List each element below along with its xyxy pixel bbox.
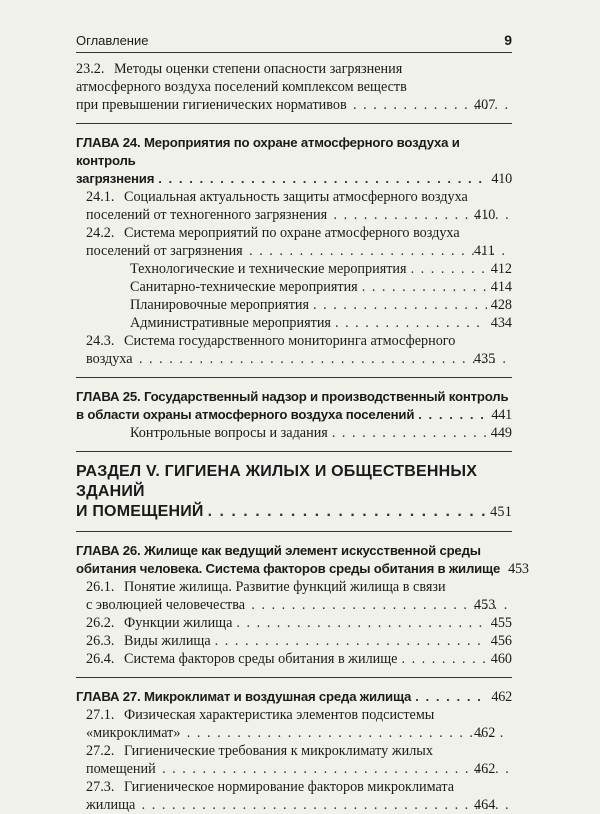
entry-page: 455 bbox=[490, 615, 512, 631]
toc-entry-27-2[interactable]: 27.2. Гигиенические требования к микроклимату жилых помещений . . . 462 bbox=[86, 742, 512, 778]
entry-page: 460 bbox=[490, 651, 512, 667]
chapter-title: в области охраны атмосферного воздуха поселений bbox=[76, 407, 415, 422]
entry-line: Гигиеническое нормирование факторов микроклимата bbox=[124, 779, 455, 795]
entry-line: атмосферного воздуха поселений комплексом веществ bbox=[76, 79, 407, 95]
entry-line: Гигиенические требования к микроклимату жилых bbox=[124, 743, 433, 759]
divider bbox=[76, 451, 512, 452]
toc-entry-23-2[interactable]: 23.2. Методы оценки степени опасности загрязнения атмосферного воздуха поселений комплексом веществ при превышении гигиенических нормативов . . . 407 bbox=[76, 60, 512, 114]
entry-page: 451 bbox=[490, 504, 512, 520]
toc-subentry[interactable] bbox=[86, 296, 512, 314]
entry-number: 26.4. bbox=[86, 651, 115, 667]
entry-line: с эволюцией человечества bbox=[86, 597, 245, 613]
chapter-title: ГЛАВА 26. Жилище как ведущий элемент искусственной среды bbox=[76, 543, 481, 558]
page-number: 9 bbox=[504, 32, 512, 48]
entry-line: Физическая характеристика элементов подсистемы bbox=[124, 707, 435, 723]
running-header bbox=[76, 30, 512, 53]
toc-chapter-27[interactable] bbox=[76, 688, 512, 706]
entry-line: при превышении гигиенических нормативов bbox=[76, 97, 347, 113]
entry-number: 27.3. bbox=[86, 779, 115, 795]
toc-subentry[interactable] bbox=[86, 314, 512, 332]
divider bbox=[76, 531, 512, 532]
chapter-title: ГЛАВА 25. Государственный надзор и производственный контроль bbox=[76, 389, 509, 404]
entry-line: Санитарно-технические мероприятия bbox=[130, 279, 358, 295]
entry-line: жилища bbox=[86, 797, 136, 813]
entry-line: Социальная актуальность защиты атмосферного воздуха bbox=[124, 189, 468, 205]
entry-line: «микроклимат» bbox=[86, 725, 181, 741]
entry-number: 27.1. bbox=[86, 707, 115, 723]
chapter-title: ГЛАВА 24. Мероприятия по охране атмосферного воздуха и контроль bbox=[76, 135, 460, 168]
entry-line: Система факторов среды обитания в жилище bbox=[124, 651, 398, 667]
toc-entry-27-3[interactable]: 27.3. Гигиеническое нормирование факторов микроклимата жилища . . . 464 bbox=[86, 778, 512, 814]
entry-page: 412 bbox=[490, 261, 512, 277]
entry-line: Виды жилища bbox=[124, 633, 211, 649]
entry-line: Административные мероприятия bbox=[130, 315, 331, 331]
divider bbox=[76, 377, 512, 378]
entry-line: Планировочные мероприятия bbox=[130, 297, 310, 313]
entry-number: 27.2. bbox=[86, 743, 115, 759]
entry-number: 24.3. bbox=[86, 333, 115, 349]
entry-page: 441 bbox=[491, 407, 512, 423]
toc-entry-24-1[interactable]: 24.1. Социальная актуальность защиты атмосферного воздуха поселений от техногенного загрязнения . . . 410 bbox=[86, 188, 512, 224]
toc-entry-26-2[interactable] bbox=[86, 614, 512, 632]
toc-entry-26-1[interactable]: 26.1. Понятие жилища. Развитие функций жилища в связи с эволюцией человечества . . . 453 bbox=[86, 578, 512, 614]
entry-line: поселений от техногенного загрязнения bbox=[86, 207, 328, 223]
part-title: РАЗДЕЛ V. ГИГИЕНА ЖИЛЫХ И ОБЩЕСТВЕННЫХ ЗДАНИЙ bbox=[76, 463, 478, 500]
chapter-title: обитания человека. Система факторов среды обитания в жилище bbox=[76, 561, 501, 576]
entry-number: 26.3. bbox=[86, 633, 115, 649]
entry-number: 24.2. bbox=[86, 225, 115, 241]
entry-line: Контрольные вопросы и задания bbox=[130, 425, 328, 441]
entry-page: 462 bbox=[491, 689, 512, 705]
entry-line: Понятие жилища. Развитие функций жилища в связи bbox=[124, 579, 446, 595]
entry-line: помещений bbox=[86, 761, 156, 777]
toc-chapter-25[interactable] bbox=[76, 388, 512, 424]
toc-subentry[interactable] bbox=[76, 424, 512, 442]
entry-line: Система государственного мониторинга атмосферного bbox=[124, 333, 456, 349]
toc-subentry[interactable] bbox=[86, 260, 512, 278]
entry-page: 410 bbox=[491, 171, 512, 187]
divider bbox=[76, 677, 512, 678]
toc-entry-26-4[interactable] bbox=[86, 650, 512, 668]
table-of-contents bbox=[76, 60, 529, 814]
entry-page: 434 bbox=[490, 315, 512, 331]
entry-line: Функции жилища bbox=[124, 615, 233, 631]
entry-line: поселений от загрязнения bbox=[86, 243, 243, 259]
toc-subentry[interactable] bbox=[86, 278, 512, 296]
entry-page: 456 bbox=[490, 633, 512, 649]
toc-chapter-24[interactable] bbox=[76, 134, 512, 188]
chapter-title: загрязнения bbox=[76, 171, 155, 186]
divider bbox=[76, 123, 512, 124]
entry-line: воздуха bbox=[86, 351, 133, 367]
toc-entry-27-1[interactable]: 27.1. Физическая характеристика элементов подсистемы «микроклимат» . . . 462 bbox=[86, 706, 512, 742]
entry-page: 414 bbox=[490, 279, 512, 295]
part-title: И ПОМЕЩЕНИЙ bbox=[76, 503, 204, 520]
entry-number: 23.2. bbox=[76, 61, 105, 77]
toc-part-5[interactable] bbox=[76, 462, 512, 522]
entry-number: 26.2. bbox=[86, 615, 115, 631]
entry-number: 26.1. bbox=[86, 579, 115, 595]
header-title: Оглавление bbox=[76, 33, 149, 48]
toc-chapter-26[interactable] bbox=[76, 542, 529, 578]
entry-line: Технологические и технические мероприятия bbox=[130, 261, 407, 277]
chapter-title: ГЛАВА 27. Микроклимат и воздушная среда жилища bbox=[76, 689, 412, 704]
toc-entry-24-2[interactable]: 24.2. Система мероприятий по охране атмосферного воздуха поселений от загрязнения . . . 411 bbox=[86, 224, 512, 260]
entry-line: Система мероприятий по охране атмосферного воздуха bbox=[124, 225, 460, 241]
entry-line: Методы оценки степени опасности загрязнения bbox=[114, 61, 403, 77]
toc-entry-24-3[interactable]: 24.3. Система государственного мониторинга атмосферного воздуха . . . 435 bbox=[86, 332, 512, 368]
entry-number: 24.1. bbox=[86, 189, 115, 205]
entry-page: 428 bbox=[490, 297, 512, 313]
entry-page: 449 bbox=[490, 425, 512, 441]
entry-page: 453 bbox=[508, 561, 529, 577]
toc-entry-26-3[interactable] bbox=[86, 632, 512, 650]
